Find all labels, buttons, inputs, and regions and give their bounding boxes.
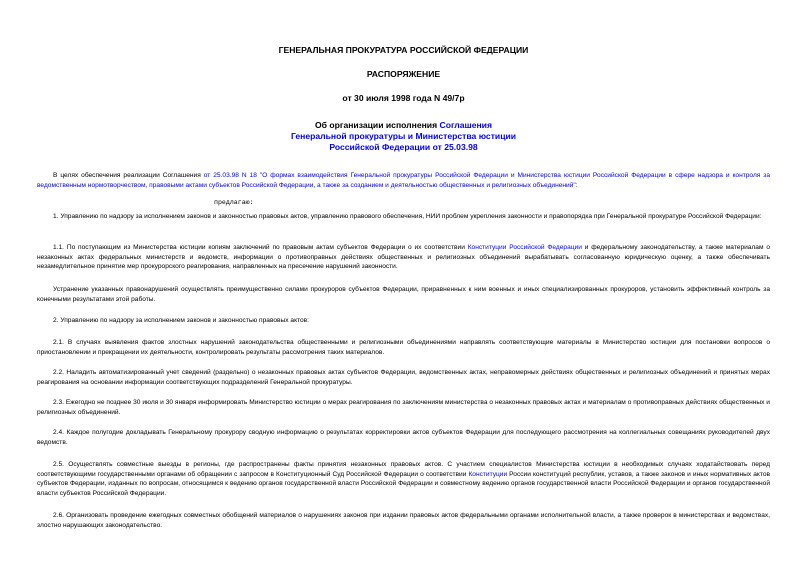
paragraph-2-3: 2.3. Ежегодно не позднее 30 июля и 30 января информировать Министерство юстиции о мерах реагирования по заключениям министерства о незаконных правовых актах и материалам о противоправных действиях общественных и религиозных объединений. xyxy=(37,399,770,416)
doc-type: РАСПОРЯЖЕНИЕ xyxy=(366,69,441,79)
agreement-full-link[interactable]: от 25.03.98 N 18 "О формах взаимодействия Генеральной прокуратуры Российской Федерации и Министерства юстиции Российской Федерации в сфере надзора и контроля за ведомственным нормотворчеством, правовыми актами субъектов Российской Федерации, а также за созданием и деятельностью общественных и религиозных объединений" xyxy=(37,172,770,189)
p1-1-text-a: 1.1. По поступающим из Министерства юстиции копиям заключений по правовым актам субъектов Федерации о их соответствии xyxy=(53,244,468,251)
doc-date: от 30 июля 1998 года N 49/7р xyxy=(342,93,465,103)
constitution-link-2[interactable]: Конституции xyxy=(468,470,508,478)
paragraph-2: 2. Управлению по надзору за исполнением законов и законностью правовых актов: xyxy=(53,317,309,324)
intro-paragraph xyxy=(37,171,770,190)
intro-colon: : xyxy=(575,181,578,189)
doc-title xyxy=(37,120,770,153)
paragraph-instr: Устранение указанных правонарушений осуществлять преимущественно силами прокуроров субъектов Федерации, приравненных к ним военных и иных специализированных прокуроров, установить эффективный контроль за конечными результатами этой работы. xyxy=(37,286,770,303)
constitution-link[interactable]: Конституции Российской Федерации xyxy=(467,244,582,251)
paragraph-2-1: 2.1. В случаях выявления фактов злостных нарушений законодательства общественными и религиозными объединениями направлять соответствующие материалы в Министерство юстиции для постановки вопросов о приостановлении и прекращении их деятельности, контролировать результаты рассмотрения таких материалов. xyxy=(37,339,770,356)
title-line2[interactable]: Генеральной прокуратуры и Министерства юстиции xyxy=(290,131,517,141)
paragraph-2-6: 2.6. Организовать проведение ежегодных совместных обобщений материалов о нарушениях законов при издании правовых актов федеральными органами исполнительной власти, а также проверок в министерствах и ведомствах, злостно нарушающих законодательство. xyxy=(37,512,770,529)
paragraph-2-4: 2.4. Каждое полугодие докладывать Генеральному прокурору сводную информацию о результатах корректировки актов субъектов Федерации для последующего рассмотрения на коллегиальных совещаниях руководителей двух ведомств. xyxy=(37,429,770,446)
propose-label: предлагаю: xyxy=(214,199,254,206)
agreement-link[interactable]: Соглашения xyxy=(439,120,492,130)
intro-text: В целях обеспечения реализации Соглашения xyxy=(53,172,204,179)
org-header: ГЕНЕРАЛЬНАЯ ПРОКУРАТУРА РОССИЙСКОЙ ФЕДЕРАЦИИ xyxy=(278,45,529,55)
paragraph-2-5 xyxy=(37,460,770,498)
p1-1-text-b: и федеральному законодательству, а также материалам о незаконных актах федеральных министерств и ведомств, информации о противоправных действиях общественных и религиозных объединений вырабатывать согласованную юридическую оценку, а также обеспечивать незамедлительное принятие мер прокурорского реагирования, направленных на пресечение нарушений законности. xyxy=(37,244,770,271)
p2-5-text-b: России конституций республик, уставов, а также законов и иных нормативных актов субъектов Федерации, изданных по вопросам, относящимся к ведению органов государственной власти Российской Федерации и совместному ведению органов государственной власти Российской Федерации и органов государственной власти субъектов Российской Федерации. xyxy=(37,470,770,497)
paragraph-1-1 xyxy=(37,243,770,272)
title-line1-text: Об организации исполнения xyxy=(315,120,440,130)
paragraph-1: 1. Управлению по надзору за исполнением законов и законностью правовых актов, управлению правового обеспечения, НИИ проблем укрепления законности и правопорядка при Генеральной прокуратуре Российской Федерации: xyxy=(53,213,762,220)
p2-5-text-a: 2.5. Осуществлять совместные выезды в регионы, где распространены факты принятия незаконных правовых актов. С участием специалистов Министерства юстиции в необходимых случаях ходатайствовать перед соответствующими государственными органами об обращении с запросом в Конституционный Суд Российской Федерации о соответствии xyxy=(37,461,770,478)
paragraph-2-2: 2.2. Наладить автоматизированный учет сведений (раздельно) о незаконных правовых актах субъектов Федерации, ведомственных актах, неправомерных действиях общественных и религиозных объединений и принятых мерах реагирования на основании информации соответствующих подразделений Генеральной прокуратуры. xyxy=(37,369,770,386)
title-line3[interactable]: Российской Федерации от 25.03.98 xyxy=(329,142,478,152)
